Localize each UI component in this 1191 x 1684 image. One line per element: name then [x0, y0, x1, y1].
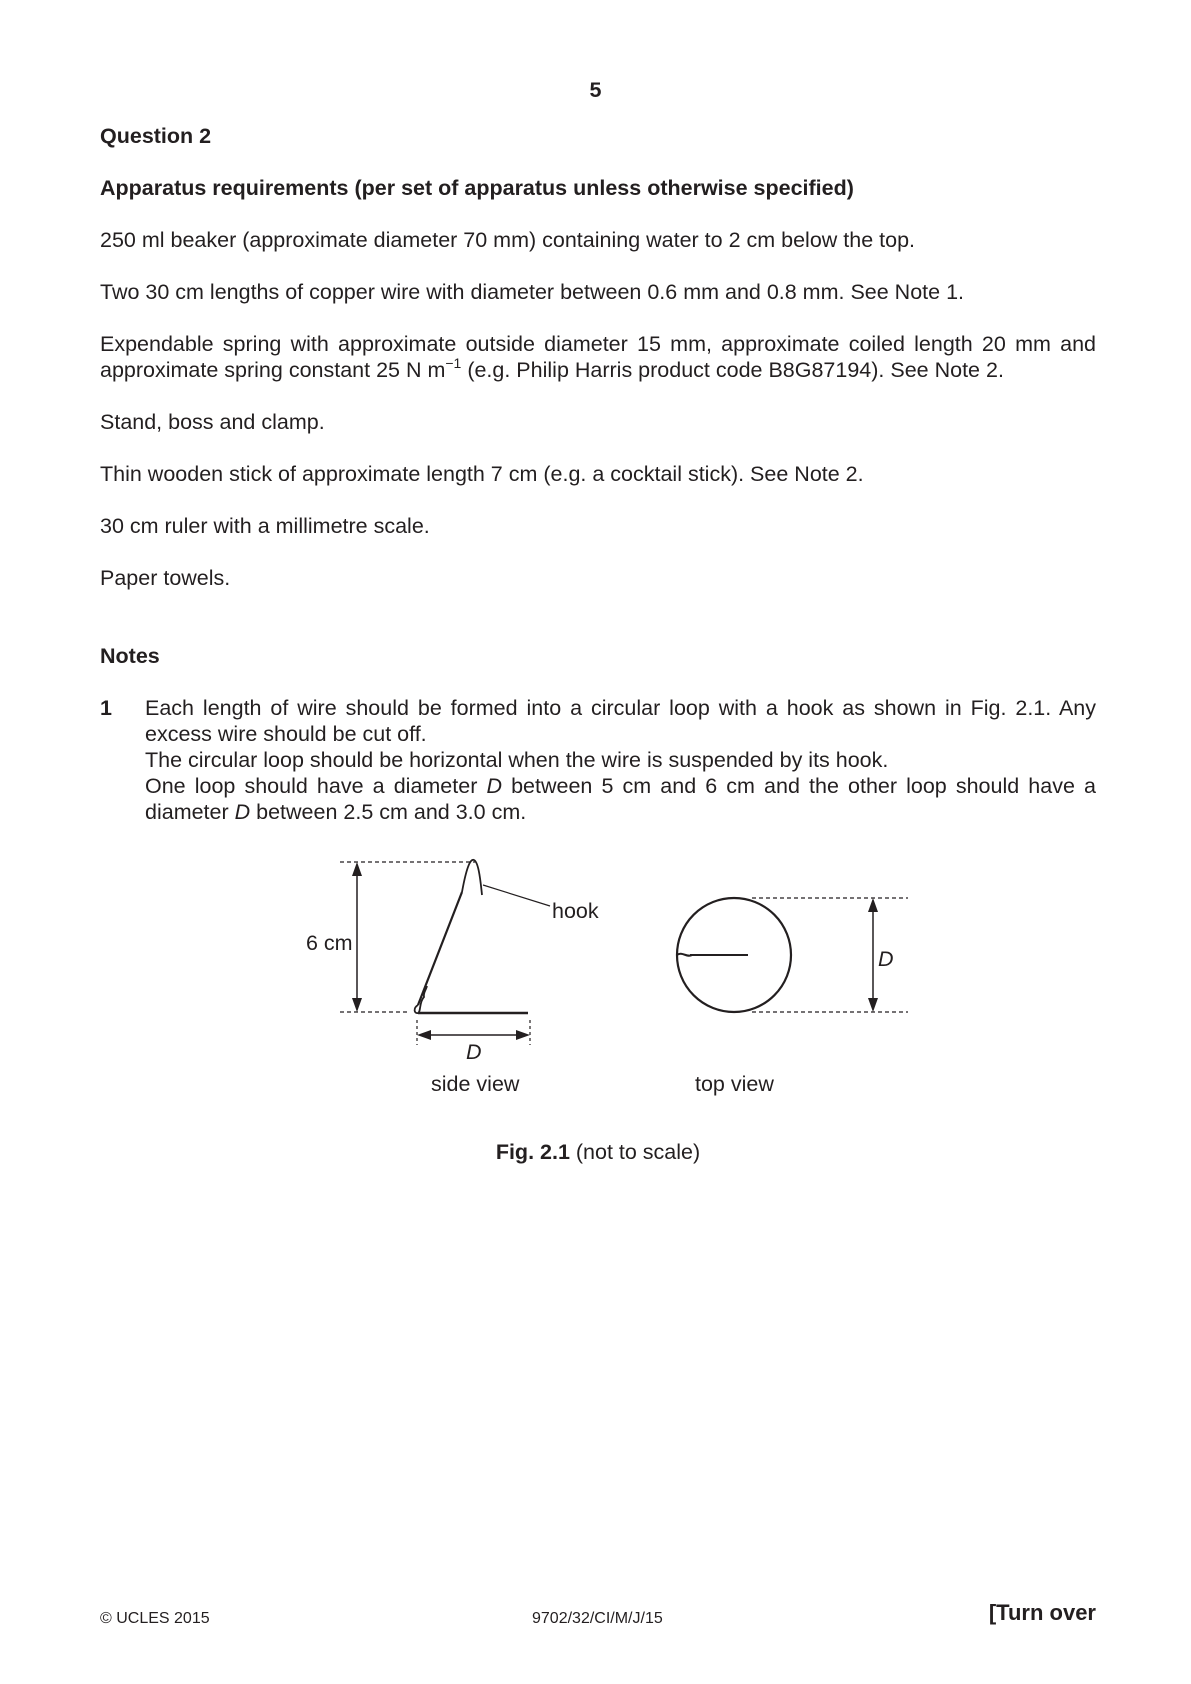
side-d-arrow-right — [516, 1030, 530, 1040]
line4-a: One loop should have a diameter — [145, 774, 487, 798]
line5-variable: D — [234, 800, 251, 824]
side-d-arrow-left — [417, 1030, 431, 1040]
apparatus-stick: Thin wooden stick of approximate length 7 cm (e.g. a cocktail stick). See Note 2. — [100, 462, 864, 486]
notes-heading: Notes — [100, 644, 160, 668]
top-view-kink — [677, 954, 692, 956]
figure-caption — [0, 1139, 1191, 1165]
wire-slanted-rod — [418, 892, 462, 1005]
spring-exponent: −1 — [445, 355, 462, 371]
line5-a: diameter — [145, 800, 235, 824]
page-number: 5 — [589, 78, 602, 102]
top-d-arrow-down — [868, 998, 878, 1012]
line4-b: between 5 cm and 6 cm and the other loop should have a — [501, 774, 1096, 798]
height-arrow-up — [352, 862, 362, 876]
hook-label: hook — [552, 899, 599, 923]
footer-copyright: © UCLES 2015 — [100, 1610, 210, 1627]
footer-turn-over: [Turn over — [988, 1600, 1096, 1625]
apparatus-towels: Paper towels. — [100, 566, 231, 590]
figure-caption-text: (not to scale) — [569, 1140, 701, 1164]
apparatus-beaker: 250 ml beaker (approximate diameter 70 mm) containing water to 2 cm below the top. — [100, 228, 916, 252]
note-number: 1 — [100, 696, 112, 720]
figure-caption-number: Fig. 2.1 — [495, 1140, 570, 1164]
height-arrow-down — [352, 998, 362, 1012]
top-view-label: top view — [695, 1072, 774, 1096]
question-title: Question 2 — [100, 124, 212, 148]
side-d-label: D — [466, 1040, 482, 1064]
apparatus-wire: Two 30 cm lengths of copper wire with diameter between 0.6 mm and 0.8 mm. See Note 1. — [100, 280, 964, 304]
line4-variable: D — [486, 774, 502, 798]
top-d-label: D — [878, 947, 894, 971]
side-view-label: side view — [431, 1072, 520, 1096]
wire-hook-curve — [462, 860, 482, 895]
footer-paper-code: 9702/32/CI/M/J/15 — [532, 1610, 663, 1627]
apparatus-heading: Apparatus requirements (per set of apparatus unless otherwise specified) — [100, 176, 854, 200]
height-label: 6 cm — [306, 931, 353, 955]
line5-b: between 2.5 cm and 3.0 cm. — [250, 800, 527, 824]
spring-text-a: Expendable spring with approximate outside diameter 15 mm, approximate coiled length 20 mm and approximate spring constant 25 N m — [100, 332, 1096, 382]
apparatus-stand: Stand, boss and clamp. — [100, 410, 325, 434]
apparatus-ruler: 30 cm ruler with a millimetre scale. — [100, 514, 430, 538]
top-d-arrow-up — [868, 898, 878, 912]
note-1-line-3: The circular loop should be horizontal when the wire is suspended by its hook. — [145, 748, 889, 772]
spring-text-b: (e.g. Philip Harris product code B8G87194). See Note 2. — [461, 358, 1004, 382]
note-1-line-2: excess wire should be cut off. — [145, 722, 427, 746]
hook-leader-line — [483, 885, 550, 906]
note-1-line-1: Each length of wire should be formed into a circular loop with a hook as shown in Fig. 2.1. Any — [145, 696, 1096, 720]
